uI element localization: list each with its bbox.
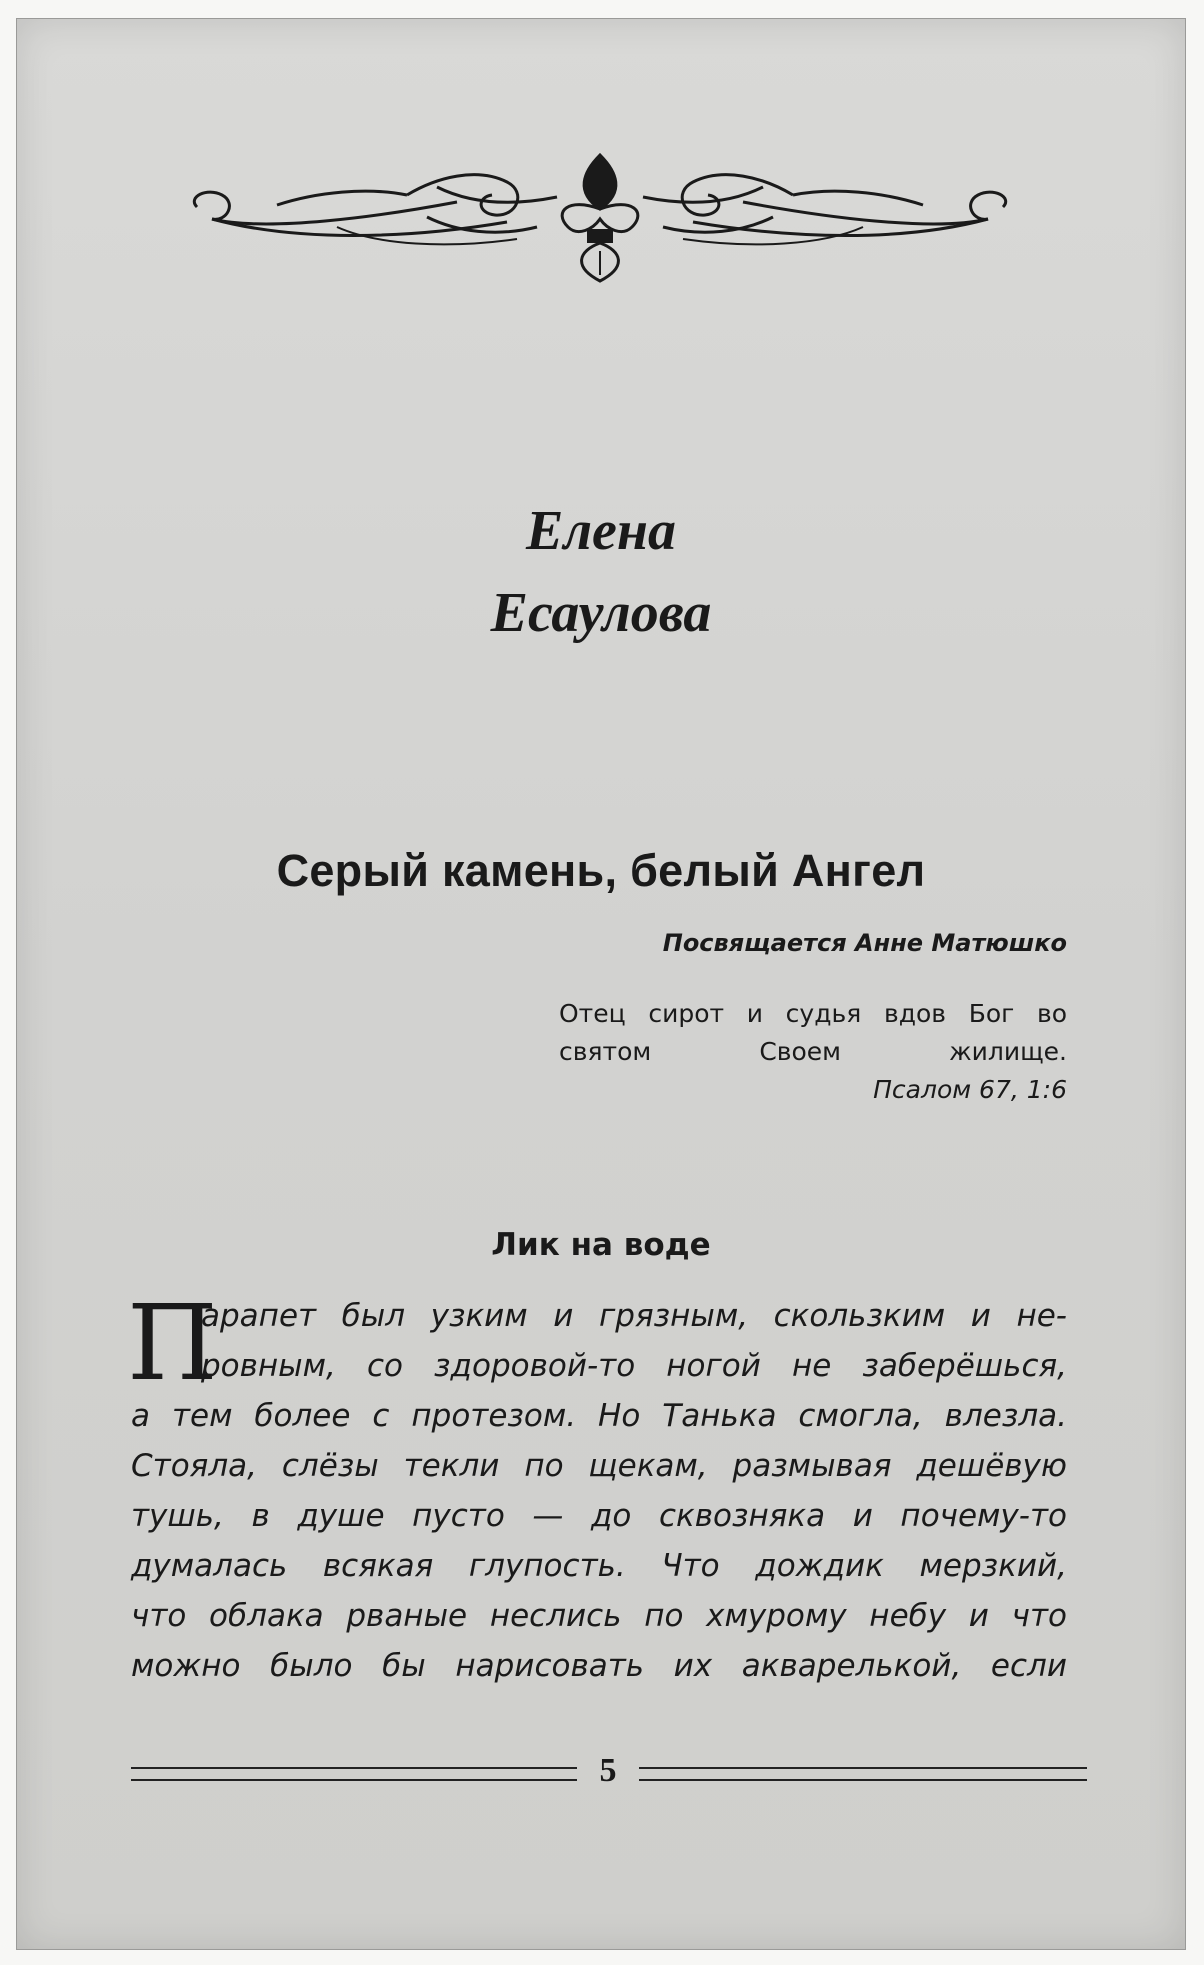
body-line: арапет был узким и грязным, скользким и не- bbox=[201, 1298, 1067, 1334]
story-title: Серый камень, белый Ангел bbox=[276, 845, 926, 896]
author-first-name: Елена bbox=[525, 500, 677, 562]
footer-rule-left bbox=[131, 1767, 577, 1781]
drop-cap: П bbox=[127, 1282, 218, 1404]
body-paragraph bbox=[127, 1282, 1067, 1691]
body-line: можно было бы нарисовать их акварелькой, если bbox=[131, 1648, 1067, 1684]
body-line: думалась всякая глупость. Что дождик мерзкий, bbox=[131, 1548, 1067, 1584]
ornamental-header-divider bbox=[177, 147, 1023, 287]
body-line: что облака рваные неслись по хмурому небу и что bbox=[131, 1598, 1067, 1634]
body-line: а тем более с протезом. Но Танька смогла, влезла. bbox=[131, 1398, 1067, 1434]
epigraph-source: Псалом 67, 1:6 bbox=[873, 1075, 1067, 1104]
body-line: тушь, в душе пусто — до сквозняка и почему-то bbox=[131, 1498, 1067, 1534]
footer-rule-right bbox=[639, 1767, 1087, 1781]
epigraph-text: Отец сирот и судья вдов Бог во святом Своем жилище. bbox=[559, 999, 1067, 1066]
body-line: Стояла, слёзы текли по щекам, размывая дешёвую bbox=[131, 1448, 1067, 1484]
body-line: ровным, со здоровой-то ногой не заберёшься, bbox=[201, 1348, 1067, 1384]
dedication: Посвящается Анне Матюшко bbox=[662, 929, 1067, 957]
page-number: 5 bbox=[599, 1752, 617, 1789]
author-last-name: Есаулова bbox=[490, 582, 712, 644]
book-page bbox=[16, 18, 1186, 1950]
chapter-title: Лик на воде bbox=[491, 1227, 711, 1263]
